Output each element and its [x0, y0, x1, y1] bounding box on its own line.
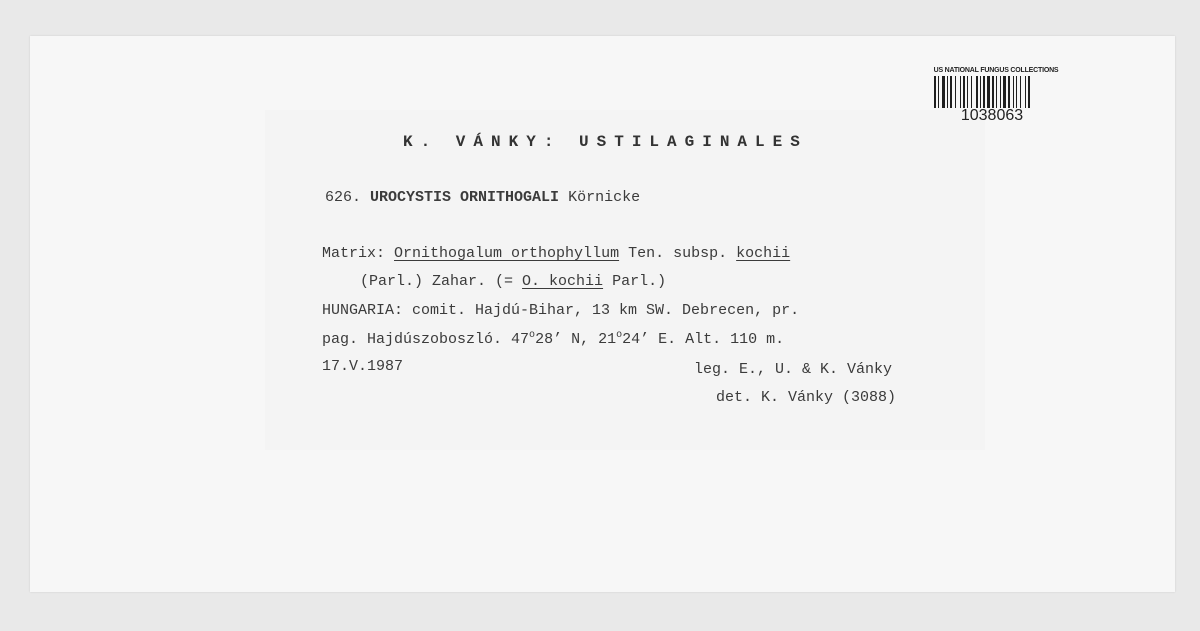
barcode-bar — [963, 76, 965, 108]
barcode-bar — [1008, 76, 1010, 108]
barcode-image — [932, 76, 1060, 108]
host-author: Ten. subsp. — [628, 245, 728, 262]
synonym-author: Parl.) — [612, 273, 667, 290]
host-subspecies: kochii — [736, 245, 791, 262]
collection-date: 17.V.1987 — [322, 358, 404, 375]
barcode-number: 1038063 — [960, 107, 1024, 124]
barcode-bar — [1028, 76, 1030, 108]
barcode-bar — [976, 76, 978, 108]
locality-text-a: pag. Hajdúszoboszló. 47 — [322, 331, 530, 348]
collectors: leg. E., U. & K. Vánky — [694, 361, 893, 378]
barcode-block — [928, 66, 1064, 126]
barcode-bar — [950, 76, 952, 108]
matrix-prefix: Matrix: — [322, 245, 386, 262]
barcode-bar — [955, 76, 956, 108]
locality-line-1: HUNGARIA: comit. Hajdú-Bihar, 13 km SW. Debrecen, pr. — [322, 302, 800, 319]
taxon-name: UROCYSTIS ORNITHOGALI — [370, 189, 560, 206]
specimen-number: 626. — [325, 189, 362, 206]
specimen-line — [325, 189, 640, 206]
determiner: det. K. Vánky (3088) — [716, 389, 897, 406]
collection-name: US NATIONAL FUNGUS COLLECTIONS — [933, 67, 1059, 74]
barcode-bar — [938, 76, 939, 108]
host-name: Ornithogalum orthophyllum — [394, 245, 620, 262]
barcode-bar — [983, 76, 985, 108]
series-title: K. VÁNKY: USTILAGINALES — [403, 133, 808, 151]
taxon-author: Körnicke — [568, 189, 641, 206]
barcode-bar — [947, 76, 948, 108]
barcode-bar — [992, 76, 994, 108]
matrix-line-2 — [360, 273, 666, 290]
barcode-bar — [987, 76, 990, 108]
barcode-bar — [971, 76, 972, 108]
degree-mark: o — [529, 330, 536, 341]
synonym-name: O. kochii — [522, 273, 604, 290]
barcode-bar — [1013, 76, 1014, 108]
barcode-bar — [1016, 76, 1017, 108]
locality-text-c: 24’ E. Alt. 110 m. — [622, 331, 785, 348]
barcode-bar — [1020, 76, 1021, 108]
barcode-bar — [1003, 76, 1006, 108]
barcode-bar — [967, 76, 968, 108]
matrix-line-1 — [322, 245, 790, 262]
barcode-bar — [934, 76, 936, 108]
barcode-bar — [960, 76, 961, 108]
barcode-bar — [996, 76, 997, 108]
locality-text-b: 28’ N, 21 — [535, 331, 617, 348]
barcode-bar — [1025, 76, 1026, 108]
degree-mark: o — [616, 330, 623, 341]
barcode-bar — [1000, 76, 1001, 108]
barcode-bar — [942, 76, 945, 108]
barcode-bar — [980, 76, 981, 108]
matrix-author-text: (Parl.) Zahar. (= — [360, 273, 514, 290]
locality-line-2 — [322, 330, 784, 348]
